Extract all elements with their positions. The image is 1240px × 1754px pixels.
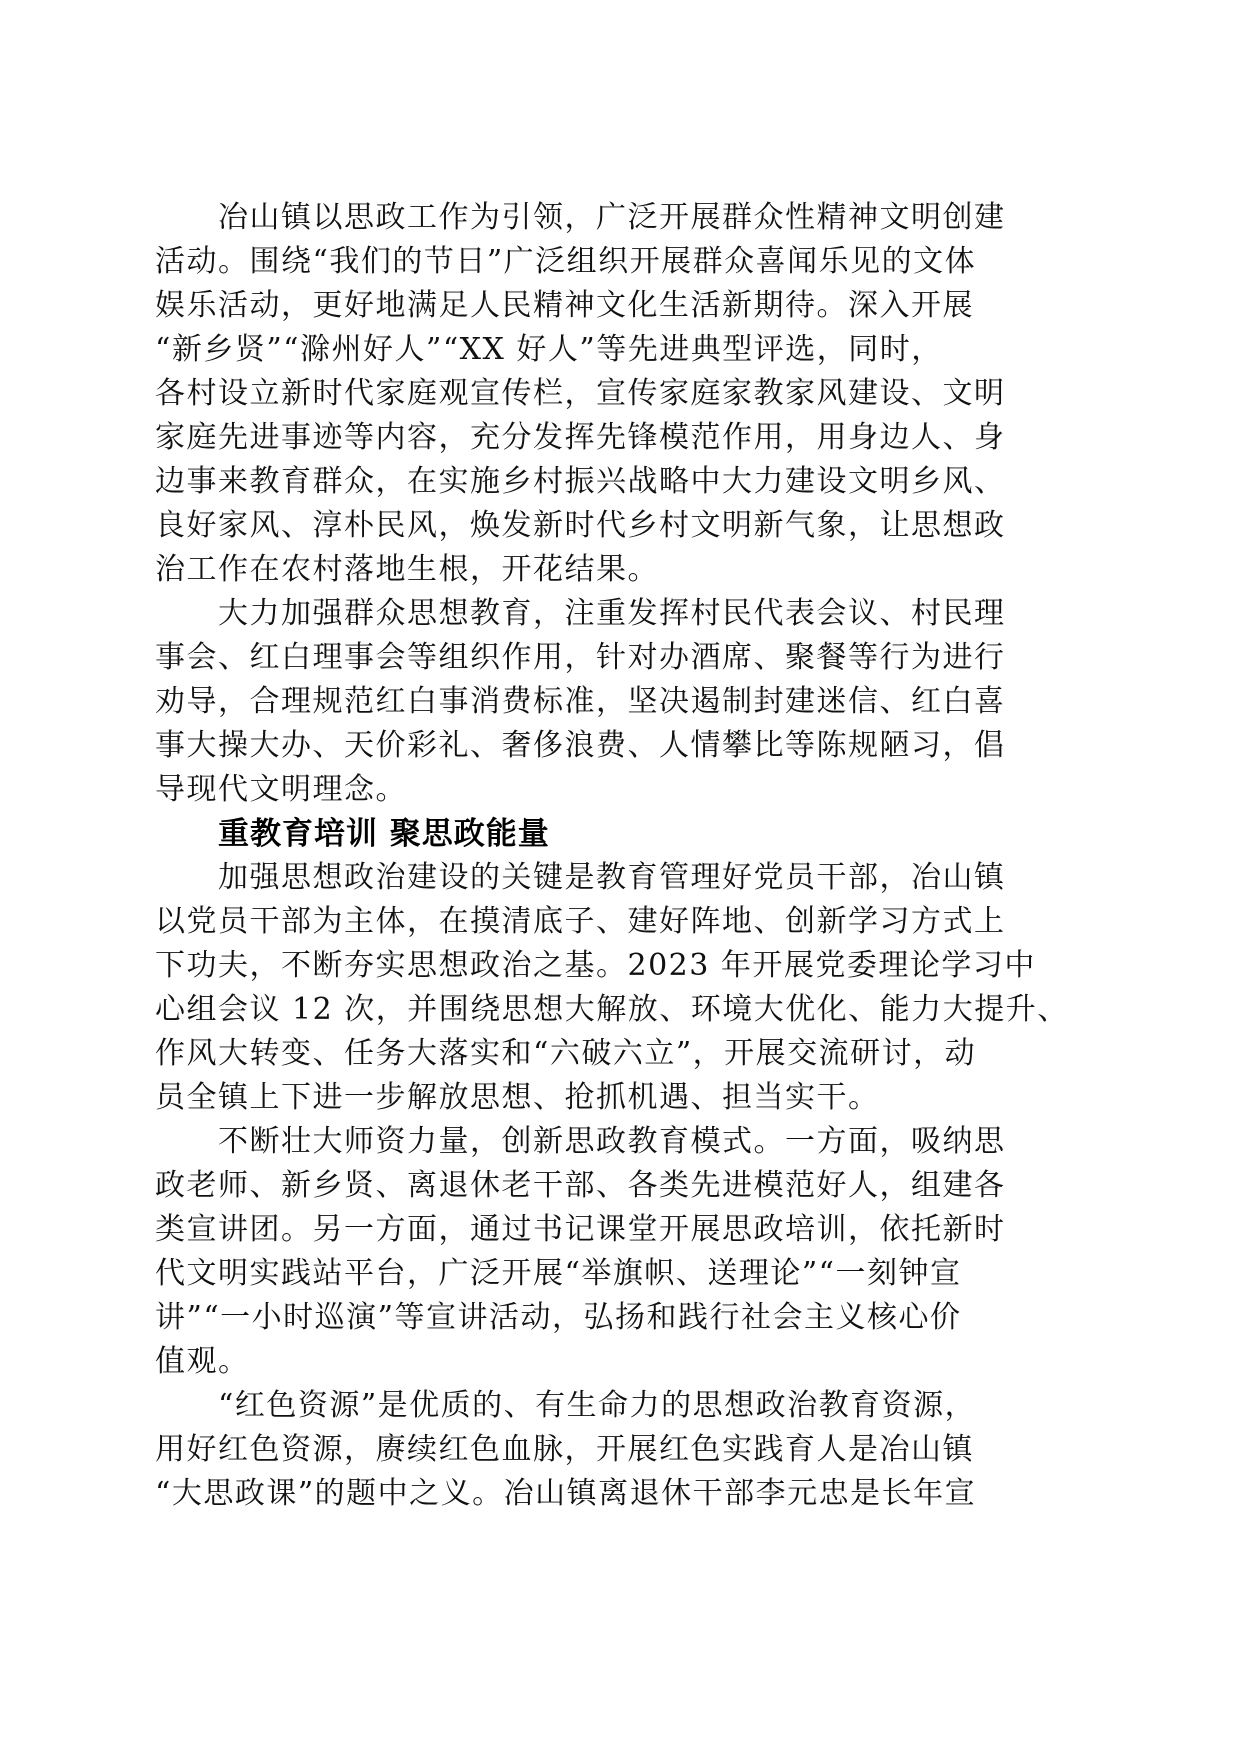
text-line: “新乡贤”“滁州好人”“XX 好人”等先进典型评选，同时， bbox=[155, 332, 943, 367]
text-line: 导现代文明理念。 bbox=[155, 772, 407, 807]
text-line: 代文明实践站平台，广泛开展“举旗帜、送理论”“一刻钟宣 bbox=[155, 1256, 962, 1291]
text-line: 下功夫，不断夯实思想政治之基。2023 年开展党委理论学习中 bbox=[155, 948, 1036, 983]
text-line: 作风大转变、任务大落实和“六破六立”，开展交流研讨，动 bbox=[155, 1036, 977, 1071]
text-line: 各村设立新时代家庭观宣传栏，宣传家庭家教家风建设、文明 bbox=[155, 376, 1006, 411]
text-line: 事会、红白理事会等组织作用，针对办酒席、聚餐等行为进行 bbox=[155, 640, 1006, 675]
text-line: 用好红色资源，赓续红色血脉，开展红色实践育人是冶山镇 bbox=[155, 1432, 974, 1467]
text-line: 心组会议 12 次，并围绕思想大解放、环境大优化、能力大提升、 bbox=[155, 992, 1069, 1027]
text-line: 边事来教育群众，在实施乡村振兴战略中大力建设文明乡风、 bbox=[155, 464, 1006, 499]
text-line: “红色资源”是优质的、有生命力的思想政治教育资源， bbox=[218, 1388, 977, 1423]
text-line: 类宣讲团。另一方面，通过书记课堂开展思政培训，依托新时 bbox=[155, 1212, 1006, 1247]
text-line: 治工作在农村落地生根，开花结果。 bbox=[155, 552, 659, 587]
text-line: 员全镇上下进一步解放思想、抢抓机遇、担当实干。 bbox=[155, 1080, 880, 1115]
document-body bbox=[155, 196, 1085, 1516]
text-line: “大思政课”的题中之义。冶山镇离退休干部李元忠是长年宣 bbox=[155, 1476, 977, 1511]
section-heading: 重教育培训 聚思政能量 bbox=[218, 816, 550, 852]
text-line: 加强思想政治建设的关键是教育管理好党员干部，冶山镇 bbox=[218, 860, 1006, 895]
text-line: 劝导，合理规范红白事消费标准，坚决遏制封建迷信、红白喜 bbox=[155, 684, 1006, 719]
text-line: 值观。 bbox=[155, 1344, 250, 1379]
text-line: 冶山镇以思政工作为引领，广泛开展群众性精神文明创建 bbox=[218, 200, 1006, 235]
text-line: 政老师、新乡贤、离退休老干部、各类先进模范好人，组建各 bbox=[155, 1168, 1006, 1203]
text-line: 事大操大办、天价彩礼、奢侈浪费、人情攀比等陈规陋习，倡 bbox=[155, 728, 1006, 763]
text-line: 大力加强群众思想教育，注重发挥村民代表会议、村民理 bbox=[218, 596, 1006, 631]
text-line: 以党员干部为主体，在摸清底子、建好阵地、创新学习方式上 bbox=[155, 904, 1006, 939]
text-line: 家庭先进事迹等内容，充分发挥先锋模范作用，用身边人、身 bbox=[155, 420, 1006, 455]
text-line: 不断壮大师资力量，创新思政教育模式。一方面，吸纳思 bbox=[218, 1124, 1006, 1159]
text-line: 讲”“一小时巡演”等宣讲活动，弘扬和践行社会主义核心价 bbox=[155, 1300, 962, 1335]
text-line: 娱乐活动，更好地满足人民精神文化生活新期待。深入开展 bbox=[155, 288, 974, 323]
text-line: 活动。围绕“我们的节日”广泛组织开展群众喜闻乐见的文体 bbox=[155, 244, 977, 279]
text-line: 良好家风、淳朴民风，焕发新时代乡村文明新气象，让思想政 bbox=[155, 508, 1006, 543]
